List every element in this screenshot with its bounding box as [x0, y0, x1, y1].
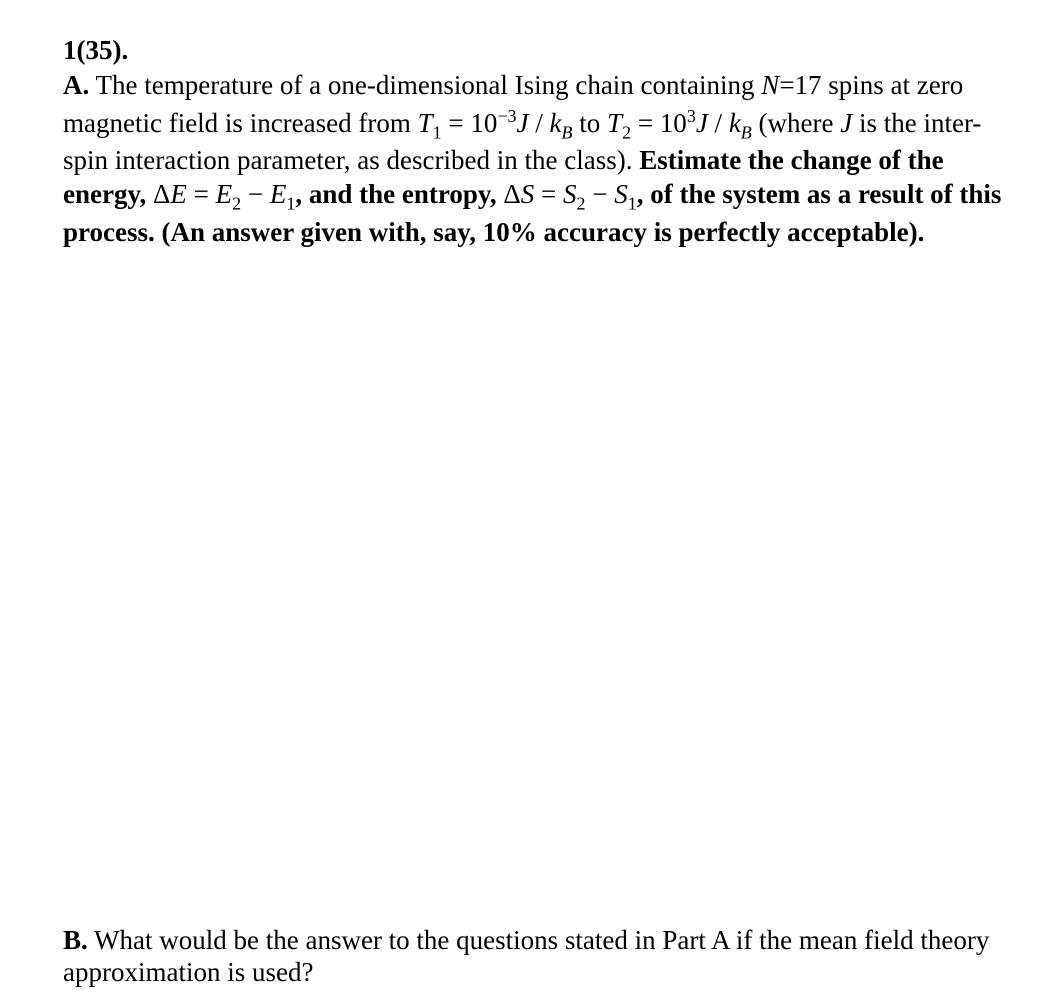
bold-instruction: Estimate the change of the — [639, 145, 944, 175]
variable-n: N — [761, 70, 780, 100]
part-a-line-1 — [63, 68, 963, 102]
equals: = — [186, 179, 216, 209]
delta-symbol: Δ — [503, 179, 521, 209]
part-a-label: A. — [63, 70, 90, 100]
subscript-2: 2 — [232, 193, 242, 214]
part-b-paragraph — [63, 924, 1053, 988]
entropy-s1: S — [614, 179, 628, 209]
t2-exponent: 3 — [686, 106, 696, 126]
subscript-1: 1 — [627, 193, 637, 214]
energy-e1: E — [269, 179, 287, 209]
text: (where — [751, 108, 841, 138]
entropy-s2: S — [562, 179, 577, 209]
text: magnetic field is increased from — [63, 108, 418, 138]
t1-subscript: 1 — [432, 122, 442, 143]
energy-e2: E — [215, 179, 233, 209]
part-b-label: B. — [63, 925, 88, 955]
text: =17 spins at zero — [779, 70, 964, 100]
variable-j: J — [840, 108, 853, 138]
minus: − — [241, 179, 270, 209]
text: , and the entropy, — [295, 179, 504, 209]
part-a-line-2 — [63, 106, 982, 143]
problem-number: 1(35). — [63, 35, 129, 65]
t2-k: k — [728, 108, 741, 138]
t1-k-subscript: B — [561, 122, 573, 143]
equals: = — [534, 179, 563, 209]
t2-j: J — [695, 108, 708, 138]
t2-subscript: 2 — [622, 122, 632, 143]
delta-symbol: Δ — [152, 179, 171, 209]
entropy-s: S — [520, 179, 535, 209]
part-b-text: What would be the answer to the questions stated in Part A if the mean field theory approximation is used? — [63, 925, 990, 987]
t2-variable: T — [607, 108, 623, 138]
subscript-2: 2 — [576, 193, 586, 214]
text: , of the system as a result of this — [636, 179, 1002, 209]
t2-slash: / — [707, 108, 729, 138]
part-a-line-4 — [63, 177, 1002, 214]
text: energy, — [63, 179, 153, 209]
t1-variable: T — [417, 108, 433, 138]
text: to — [572, 108, 608, 138]
text: is the inter- — [852, 108, 982, 138]
subscript-1: 1 — [286, 193, 296, 214]
t1-equals: = 10 — [441, 108, 498, 138]
text: spin interaction parameter, as described in the class). — [63, 145, 640, 175]
text: The temperature of a one-dimensional Ising chain containing — [89, 70, 762, 100]
part-a-line-5: process. (An answer given with, say, 10% accuracy is perfectly acceptable). — [63, 217, 925, 247]
t1-slash: / — [528, 108, 550, 138]
energy-e: E — [170, 179, 187, 209]
part-a-line-3 — [63, 143, 944, 177]
minus: − — [585, 179, 615, 209]
t2-equals: = 10 — [631, 108, 687, 138]
t1-exponent: −3 — [497, 106, 517, 126]
t1-k: k — [549, 108, 562, 138]
t1-j: J — [516, 108, 529, 138]
t2-k-subscript: B — [740, 122, 752, 143]
